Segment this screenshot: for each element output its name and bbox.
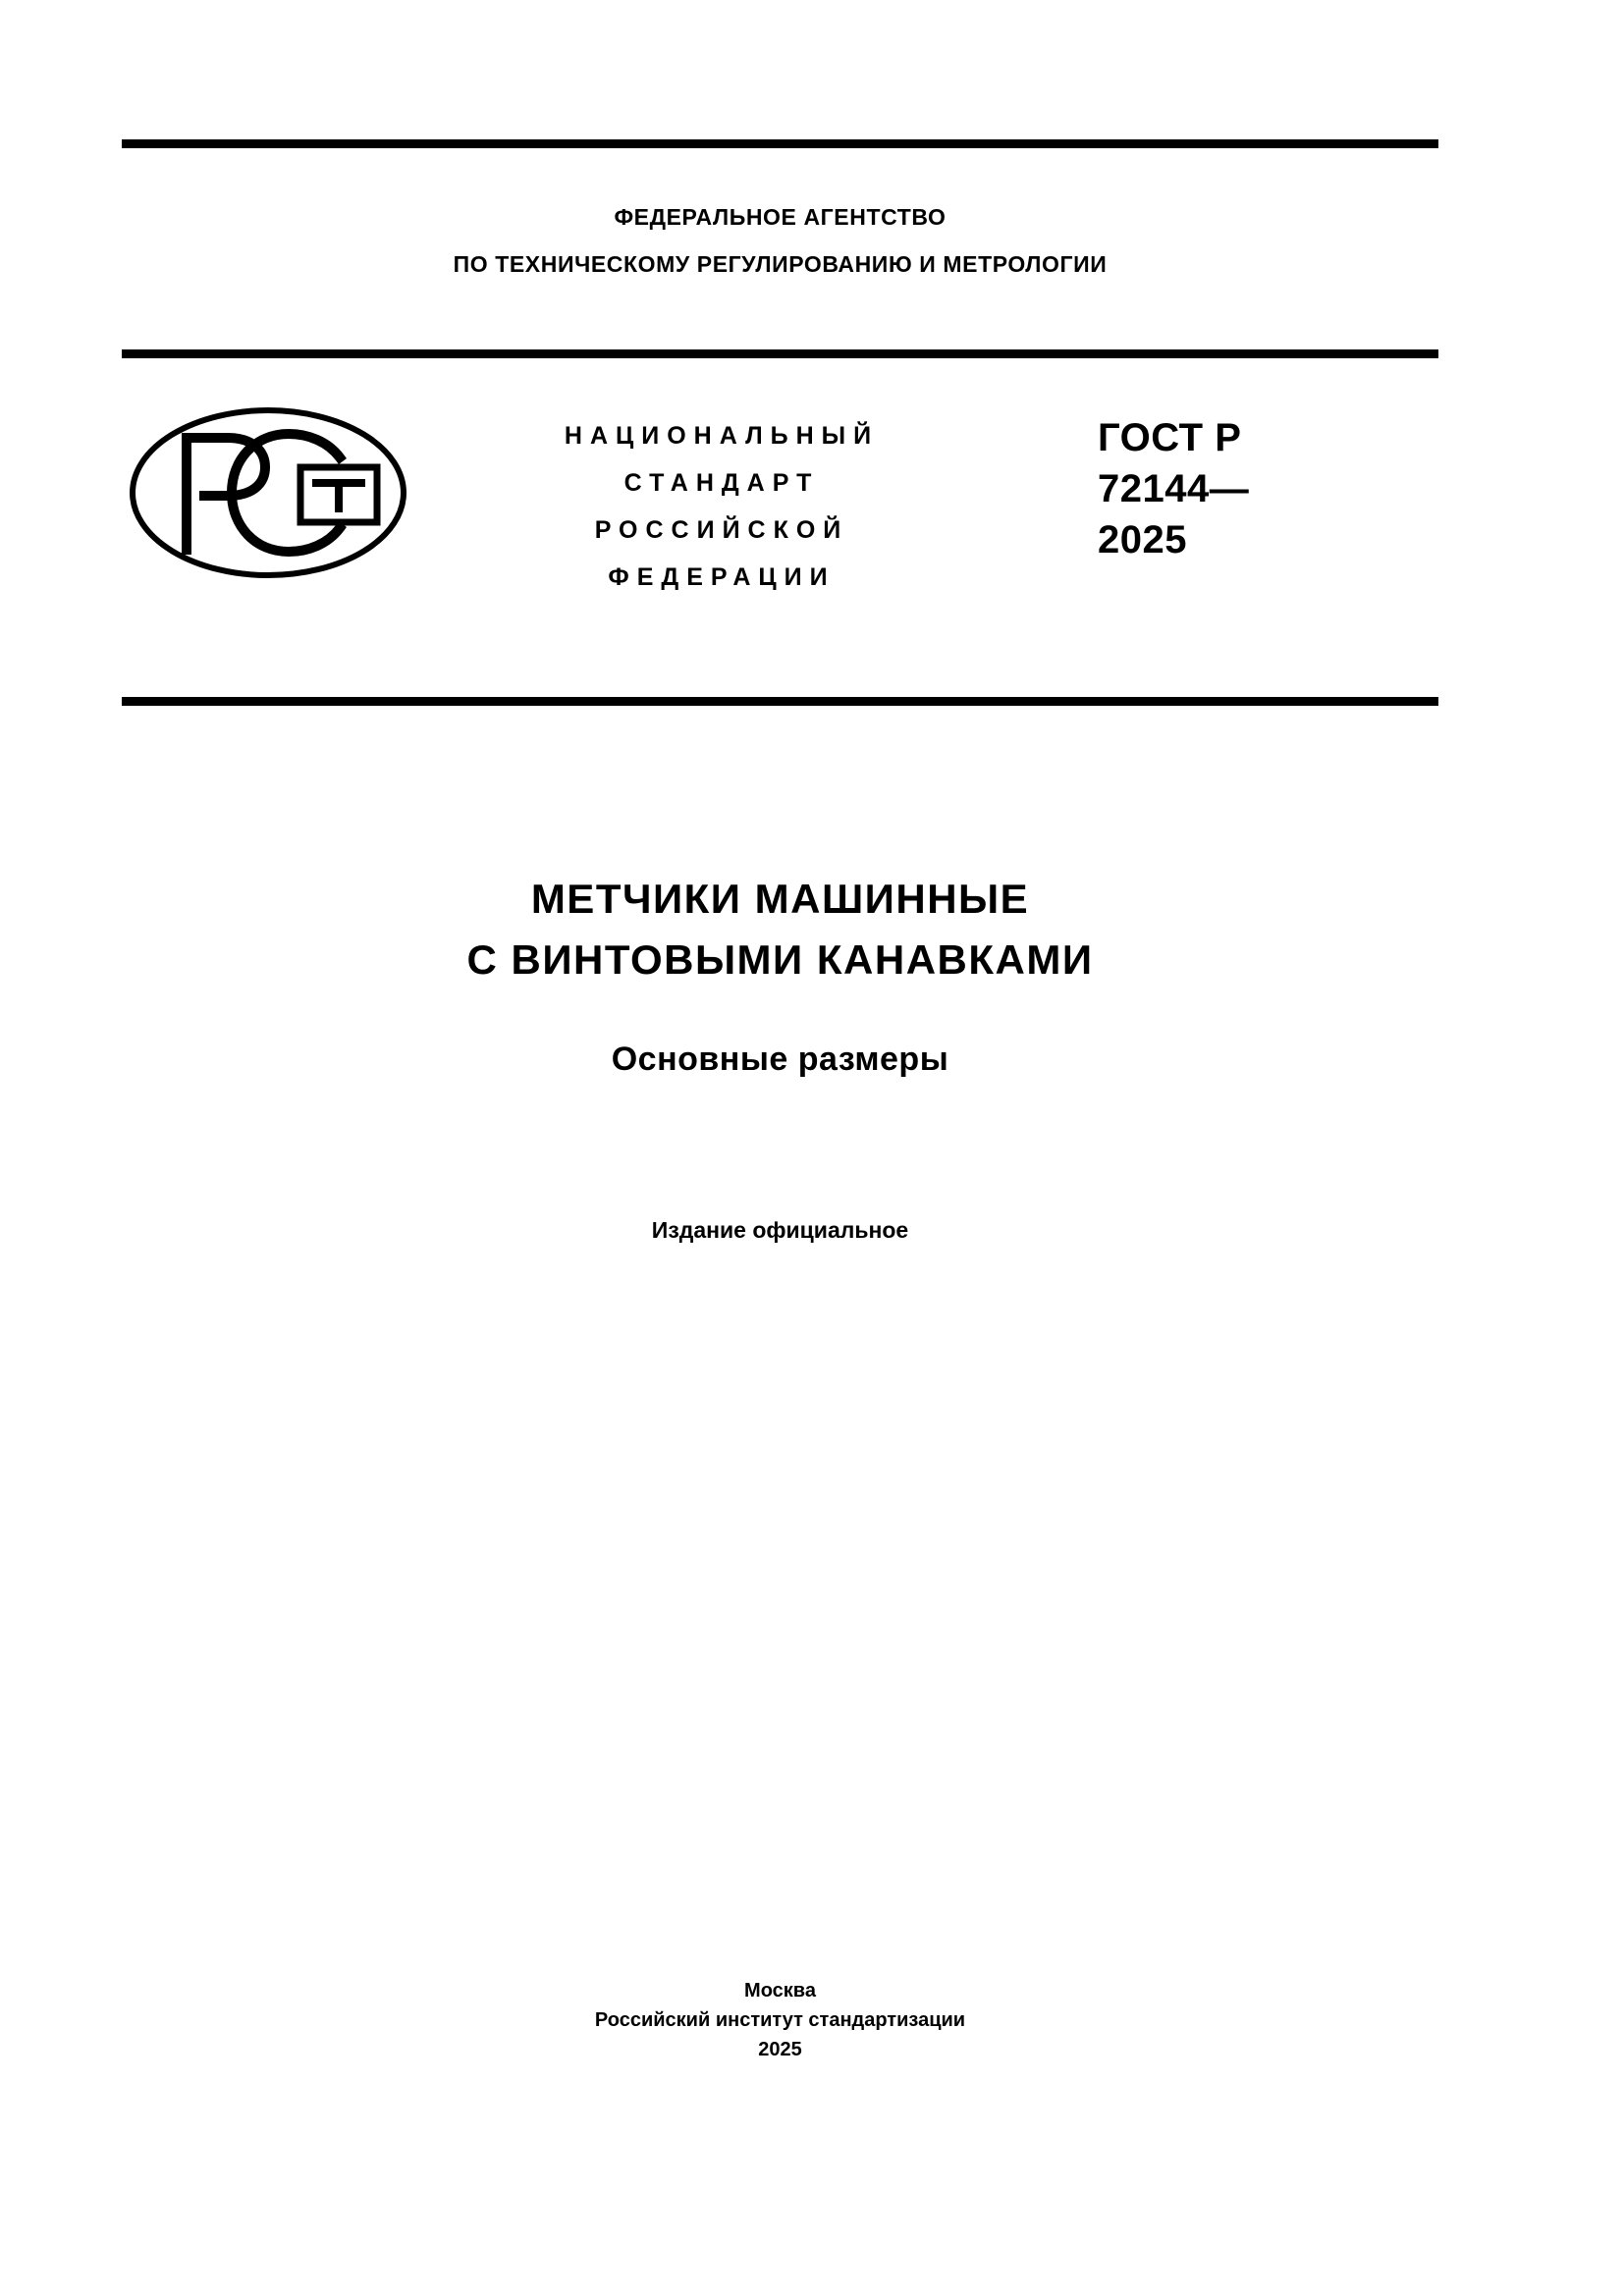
page-subtitle: Основные размеры: [611, 1041, 949, 1078]
designation-line-1: ГОСТ Р: [1098, 416, 1242, 459]
header-rule-middle: [122, 349, 1438, 358]
standard-designation: [1098, 412, 1441, 565]
header-rule-bottom: [122, 697, 1438, 706]
agency-line-1: ФЕДЕРАЛЬНОЕ АГЕНТСТВО: [614, 204, 947, 230]
page-title: [122, 869, 1438, 990]
imprint-year: 2025: [758, 2039, 802, 2060]
national-standard-words: [432, 412, 1011, 601]
agency-line-2: ПО ТЕХНИЧЕСКОМУ РЕГУЛИРОВАНИЮ И МЕТРОЛОГИИ: [453, 251, 1108, 277]
imprint-city: Москва: [744, 1980, 816, 2002]
designation-line-3: 2025: [1098, 518, 1187, 561]
agency-block: [122, 206, 1438, 276]
standard-word-line-4: ФЕДЕРАЦИИ: [608, 563, 836, 591]
title-line-1: МЕТЧИКИ МАШИННЫЕ: [530, 876, 1030, 922]
standard-word-line-2: СТАНДАРТ: [623, 469, 820, 497]
designation-line-2: 72144—: [1098, 467, 1250, 510]
header-rule-top: [122, 139, 1438, 148]
gost-r-emblem-icon: [126, 402, 410, 584]
edition-note: Издание официальное: [651, 1217, 909, 1243]
title-line-2: С ВИНТОВЫМИ КАНАВКАМИ: [466, 936, 1094, 983]
standard-word-line-3: РОССИЙСКОЙ: [594, 516, 849, 544]
imprint-block: [122, 1976, 1438, 2064]
imprint-publisher: Российский институт стандартизации: [594, 2009, 966, 2031]
standard-word-line-1: НАЦИОНАЛЬНЫЙ: [564, 422, 880, 450]
